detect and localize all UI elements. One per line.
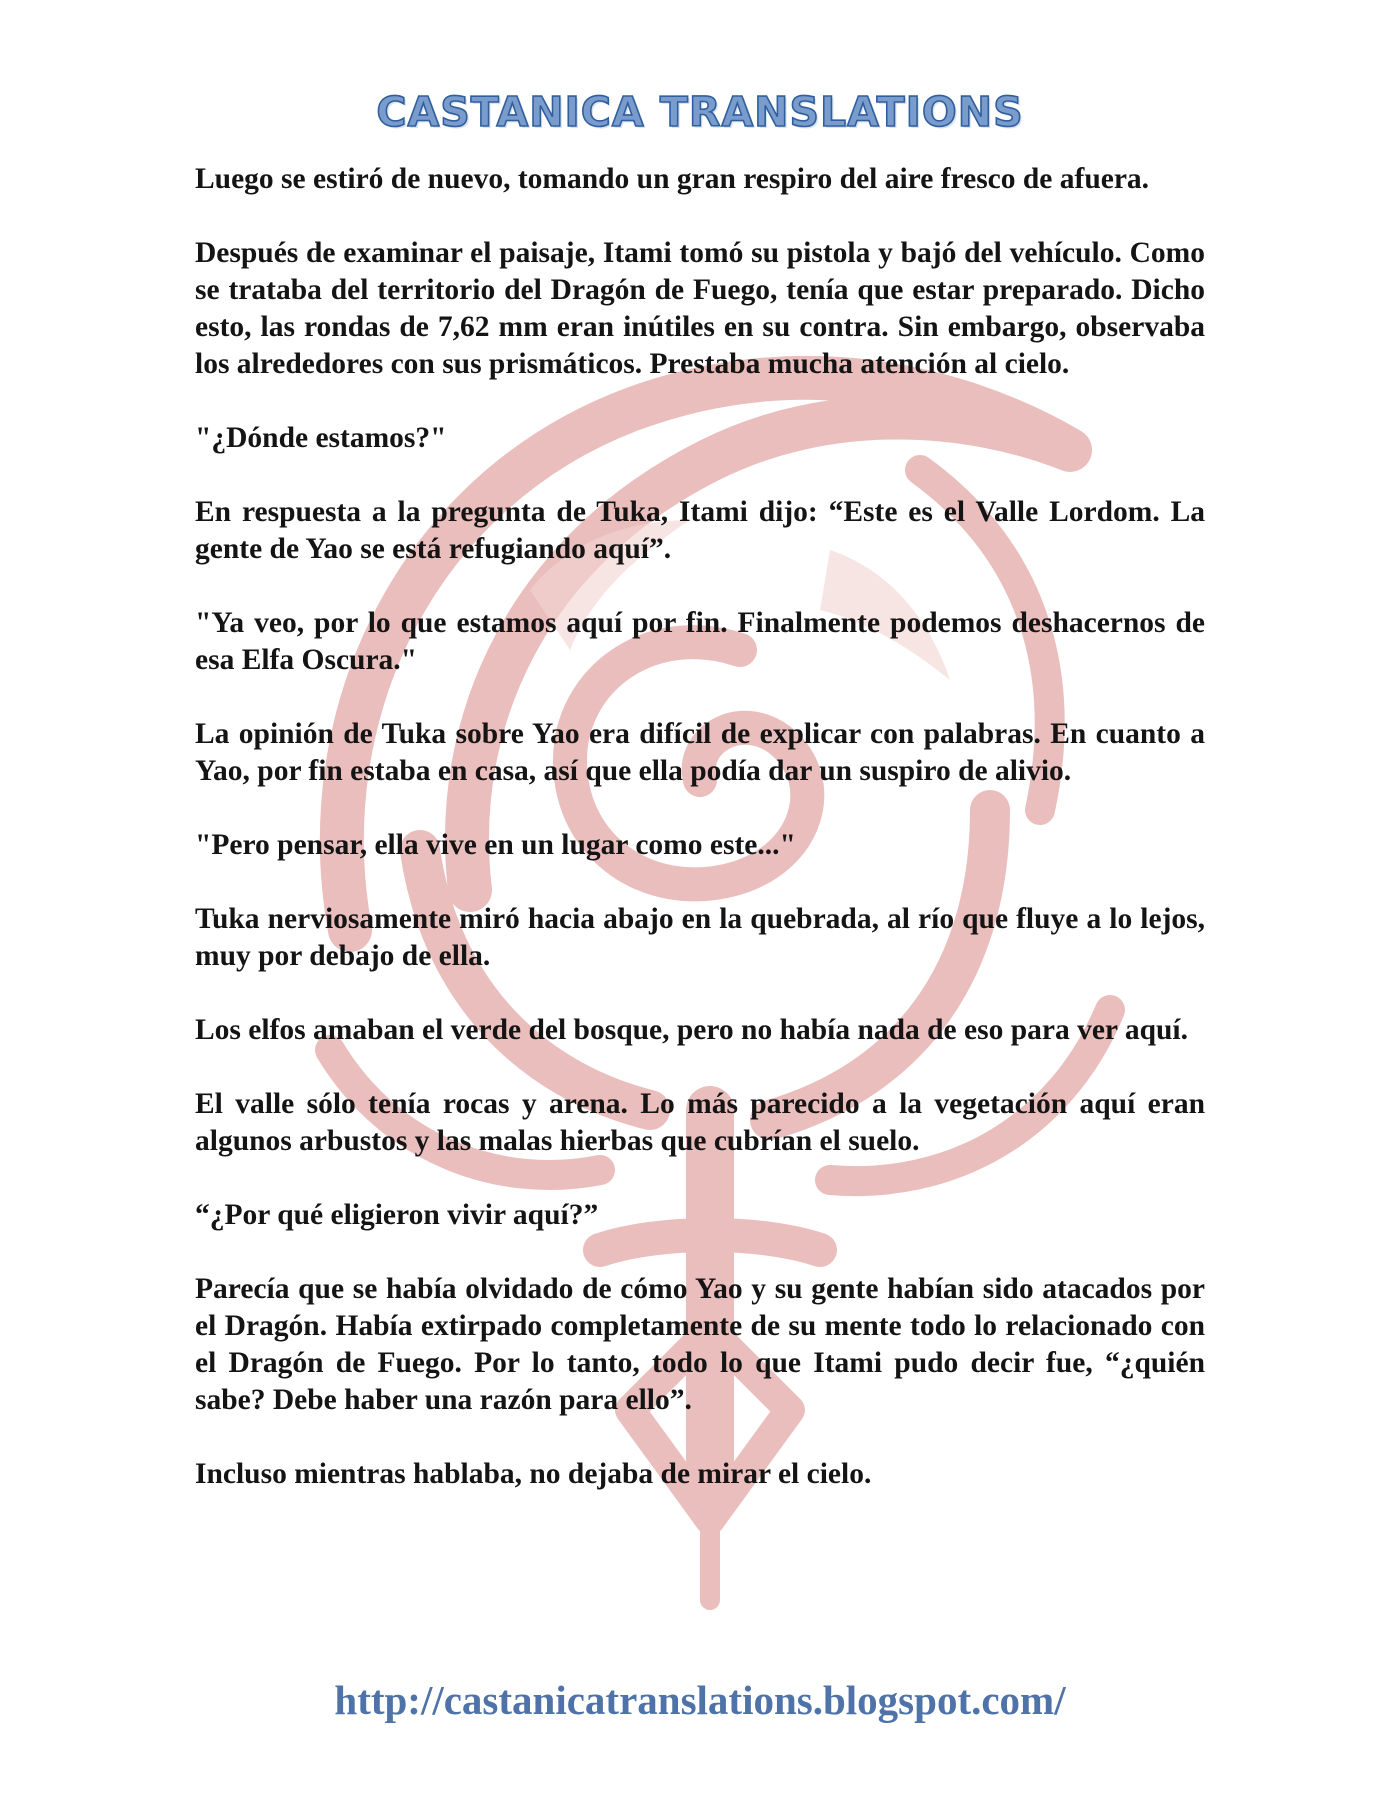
document-body xyxy=(195,161,1205,1530)
paragraph: "¿Dónde estamos?" xyxy=(195,422,447,454)
footer-blog-link[interactable]: http://castanicatranslations.blogspot.com/ xyxy=(334,1677,1066,1723)
paragraph: Después de examinar el paisaje, Itami tomó su pistola y bajó del vehículo. Como se trataba del territorio del Dragón de Fuego, tenía que estar preparado. Dicho esto, las rondas de 7,62 mm eran inútiles en su contra. Sin embargo, observaba los alrededores con sus prismáticos. Prestaba mucha atención al cielo. xyxy=(195,237,1205,380)
paragraph: Luego se estiró de nuevo, tomando un gran respiro del aire fresco de afuera. xyxy=(195,163,1150,195)
page-header-title: CASTANICA TRANSLATIONS xyxy=(376,88,1024,136)
paragraph: En respuesta a la pregunta de Tuka, Itami dijo: “Este es el Valle Lordom. La gente de Yao se está refugiando aquí”. xyxy=(195,496,1205,565)
paragraph: El valle sólo tenía rocas y arena. Lo más parecido a la vegetación aquí eran algunos arbustos y las malas hierbas que cubrían el suelo. xyxy=(195,1088,1205,1157)
paragraph: "Ya veo, por lo que estamos aquí por fin. Finalmente podemos deshacernos de esa Elfa Oscura." xyxy=(195,607,1205,676)
paragraph: Incluso mientras hablaba, no dejaba de mirar el cielo. xyxy=(195,1458,872,1490)
paragraph: "Pero pensar, ella vive en un lugar como este..." xyxy=(195,829,796,861)
paragraph: “¿Por qué eligieron vivir aquí?” xyxy=(195,1199,599,1231)
paragraph: Los elfos amaban el verde del bosque, pero no había nada de eso para ver aquí. xyxy=(195,1014,1189,1046)
paragraph: Tuka nerviosamente miró hacia abajo en la quebrada, al río que fluye a lo lejos, muy por debajo de ella. xyxy=(195,903,1205,972)
paragraph: Parecía que se había olvidado de cómo Yao y su gente habían sido atacados por el Dragón. Había extirpado completamente de su mente todo lo relacionado con el Dragón de Fuego. Por lo tanto, todo lo que Itami pudo decir fue, “¿quién sabe? Debe haber una razón para ello”. xyxy=(195,1273,1205,1416)
paragraph: La opinión de Tuka sobre Yao era difícil de explicar con palabras. En cuanto a Yao, por fin estaba en casa, así que ella podía dar un suspiro de alivio. xyxy=(195,718,1205,787)
